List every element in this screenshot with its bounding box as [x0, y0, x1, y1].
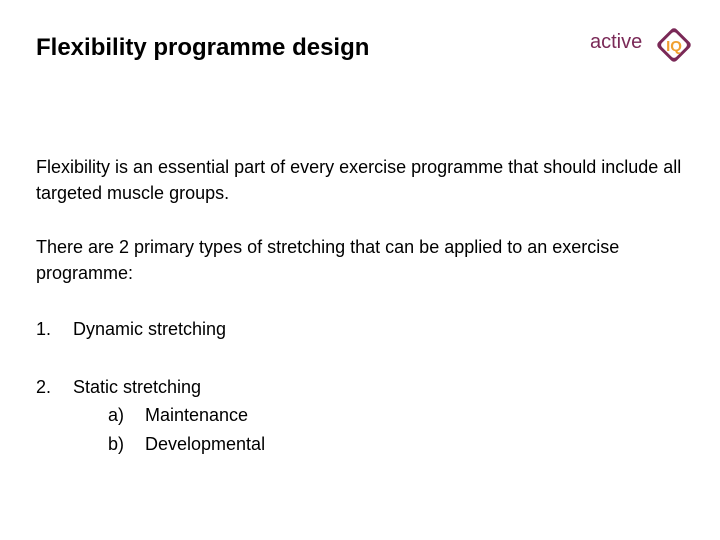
slide-title: Flexibility programme design: [36, 34, 370, 61]
subitem-letter: b): [108, 434, 125, 454]
stretching-types-paragraph: There are 2 primary types of stretching that can be applied to an exercise programme:: [36, 237, 620, 283]
subitem-label: Developmental: [145, 434, 266, 454]
list-label: Static stretching: [73, 377, 202, 397]
subitem-letter: a): [108, 405, 125, 425]
list-number: 2.: [36, 377, 52, 397]
intro-paragraph: Flexibility is an essential part of every exercise programme that should include all targeted muscle groups.: [36, 157, 682, 203]
list-label: Dynamic stretching: [73, 319, 227, 339]
logo-emblem: IQ: [666, 38, 682, 55]
list-number: 1.: [36, 319, 52, 339]
logo-text: active: [590, 31, 643, 53]
subitem-label: Maintenance: [145, 405, 249, 425]
active-iq-logo: [588, 26, 700, 64]
